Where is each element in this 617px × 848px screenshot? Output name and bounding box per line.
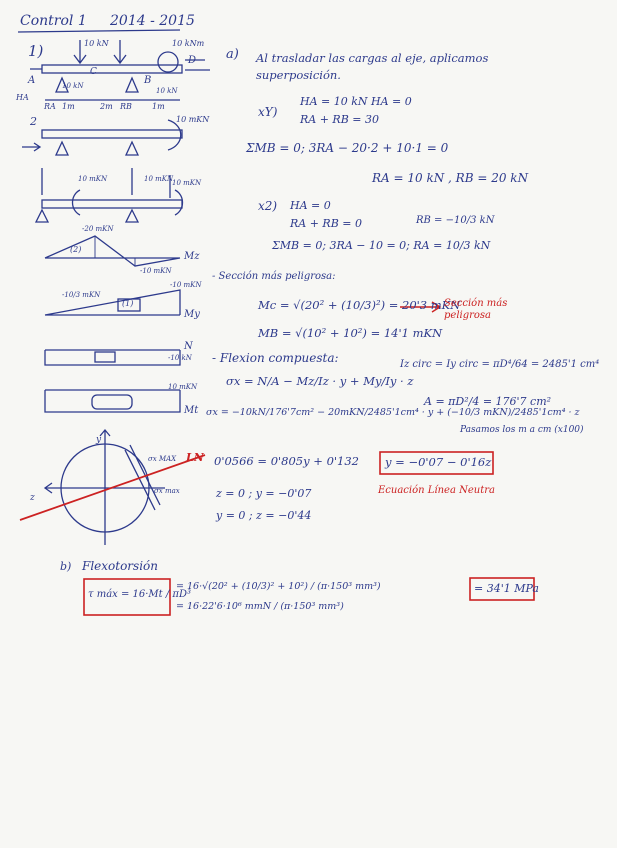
ha-arrow <box>22 143 40 151</box>
moment-arc-2 <box>168 120 181 150</box>
label-ma: 10 mKN <box>78 175 108 183</box>
diag-my-axis: My <box>184 309 200 320</box>
circle-z: z <box>30 493 35 503</box>
danger-note: Sección más peligrosa <box>444 298 508 321</box>
neutral-eq-box: y = −0'07 − 0'16z <box>385 455 492 469</box>
diag-n-value: -10 kN <box>168 354 192 362</box>
units-note: Pasamos los m a cm (x100) <box>460 425 584 435</box>
label-a: A <box>28 75 36 86</box>
xy-result: RA = 10 kN , RB = 20 kN <box>372 171 529 185</box>
y0-eq: y = 0 ; z = −0'44 <box>216 509 312 522</box>
mc-eq: Mc = √(20² + (10/3)²) = 20'3 mKN <box>258 298 461 312</box>
xy-eq1: HA = 10 kN HA = 0 <box>300 95 412 108</box>
header-title: Control 1 <box>20 13 87 29</box>
mb-eq: MB = √(10² + 10²) = 14'1 mKN <box>258 326 443 340</box>
mz-diagram <box>45 236 180 266</box>
vertical-arrows-3 <box>42 168 170 198</box>
xz-eq3: ΣMB = 0; 3RA − 10 = 0; RA = 10/3 kN <box>272 239 491 252</box>
label-moment-top: 10 kNm <box>172 39 205 48</box>
label-d: D <box>188 55 197 66</box>
xz-eq2: RA + RB = 0 <box>290 217 363 230</box>
diag-mz-value: -20 mKN <box>82 225 114 233</box>
xz-label: x2) <box>258 199 278 213</box>
label-dist2: 2m <box>100 102 113 111</box>
circle-ln: LN <box>186 451 204 464</box>
xz-eq1: HA = 0 <box>290 199 331 212</box>
sigma-general: σx = N/A − Mz/Iz · y + My/Iy · z <box>226 374 414 388</box>
neutral-eq-left: 0'0566 = 0'805y + 0'132 <box>214 454 359 468</box>
z0-eq: z = 0 ; y = −0'07 <box>216 487 312 500</box>
supports-beam2 <box>56 142 138 155</box>
diag-my-right: -10 mKN <box>170 281 202 289</box>
label-mz: 10 mKN <box>172 179 202 187</box>
label-case2: 2 <box>30 115 37 128</box>
supports-beam3 <box>36 210 138 222</box>
diag-mz-axis: Mz <box>184 251 200 262</box>
section-axes <box>45 430 165 545</box>
label-c: C <box>90 67 97 77</box>
diag-mt-axis: Mt <box>184 405 199 416</box>
circle-y: y <box>96 435 102 445</box>
beam-2 <box>42 130 182 138</box>
label-dist3: 1m <box>152 102 165 111</box>
label-load-top: 10 kN <box>84 39 109 48</box>
tau-mid2: = 16·22'6·10⁶ mmN / (π·150³ mm³) <box>176 601 344 612</box>
inertia: Iz circ = Iy circ = πD⁴/64 = 2485'1 cm⁴ <box>400 359 600 370</box>
sol-b-title: Flexotorsión <box>82 559 158 573</box>
neutral-label: Ecuación Línea Neutra <box>378 485 495 496</box>
area: A = πD²/4 = 176'7 cm² <box>424 395 552 408</box>
beam-3 <box>42 200 182 208</box>
diag-mz-label: (2) <box>70 245 82 254</box>
moment-arc-3c <box>73 190 81 215</box>
label-mb: 10 mKN <box>144 175 174 183</box>
label-rb: RB <box>120 102 132 111</box>
tau-mid: = 16·√(20² + (10/3)² + 10²) / (π·150³ mm³) <box>176 581 381 592</box>
tau-result: = 34'1 MPa <box>474 582 539 595</box>
diag-mt-value: 10 mKN <box>168 383 198 391</box>
label-dist1: 1m <box>62 102 75 111</box>
label-m-10knm: 10 mKN <box>176 115 210 124</box>
circle-smax-t: σx MAX <box>148 455 177 463</box>
xy-eq3: ΣMB = 0; 3RA − 20·2 + 10·1 = 0 <box>246 141 449 155</box>
xy-label: xY) <box>258 105 278 119</box>
label-ra: RA <box>44 102 56 111</box>
problem-number: 1) <box>28 42 44 60</box>
header-year: 2014 - 2015 <box>110 13 195 29</box>
header-underline <box>18 30 180 32</box>
diag-my-left: -10/3 mKN <box>62 291 101 299</box>
sol-a-intro: Al trasladar las cargas al eje, aplicamos superposición. <box>256 51 489 83</box>
tau-lhs: τ máx = 16·Mt / πD³ <box>88 589 192 600</box>
sol-a-heading: a) <box>226 47 239 62</box>
sol-b-heading: b) <box>60 560 72 573</box>
label-b: B <box>144 75 152 86</box>
xz-rb: RB = −10/3 kN <box>416 215 495 226</box>
label-dist-load2: 10 kN <box>156 87 178 95</box>
label-ha: HA <box>16 93 29 102</box>
diag-my-label: (1) <box>122 299 134 308</box>
sigma-values: σx = −10kN/176'7cm² − 20mKN/2485'1cm⁴ · y + (−10/3 mKN)/2485'1cm⁴ · z <box>206 407 580 418</box>
xy-eq2: RA + RB = 30 <box>300 113 380 126</box>
label-dist-load: 10 kN <box>62 82 84 90</box>
diag-n-axis: N <box>184 341 193 352</box>
load-arrow-2 <box>114 40 126 63</box>
danger-heading: - Sección más peligrosa: <box>212 271 336 282</box>
flex-heading: - Flexion compuesta: <box>212 351 339 365</box>
circle-smax-c: σx max <box>154 487 180 495</box>
moment-circle-1 <box>158 52 178 72</box>
diag-mz-neg: -10 mKN <box>140 267 172 275</box>
